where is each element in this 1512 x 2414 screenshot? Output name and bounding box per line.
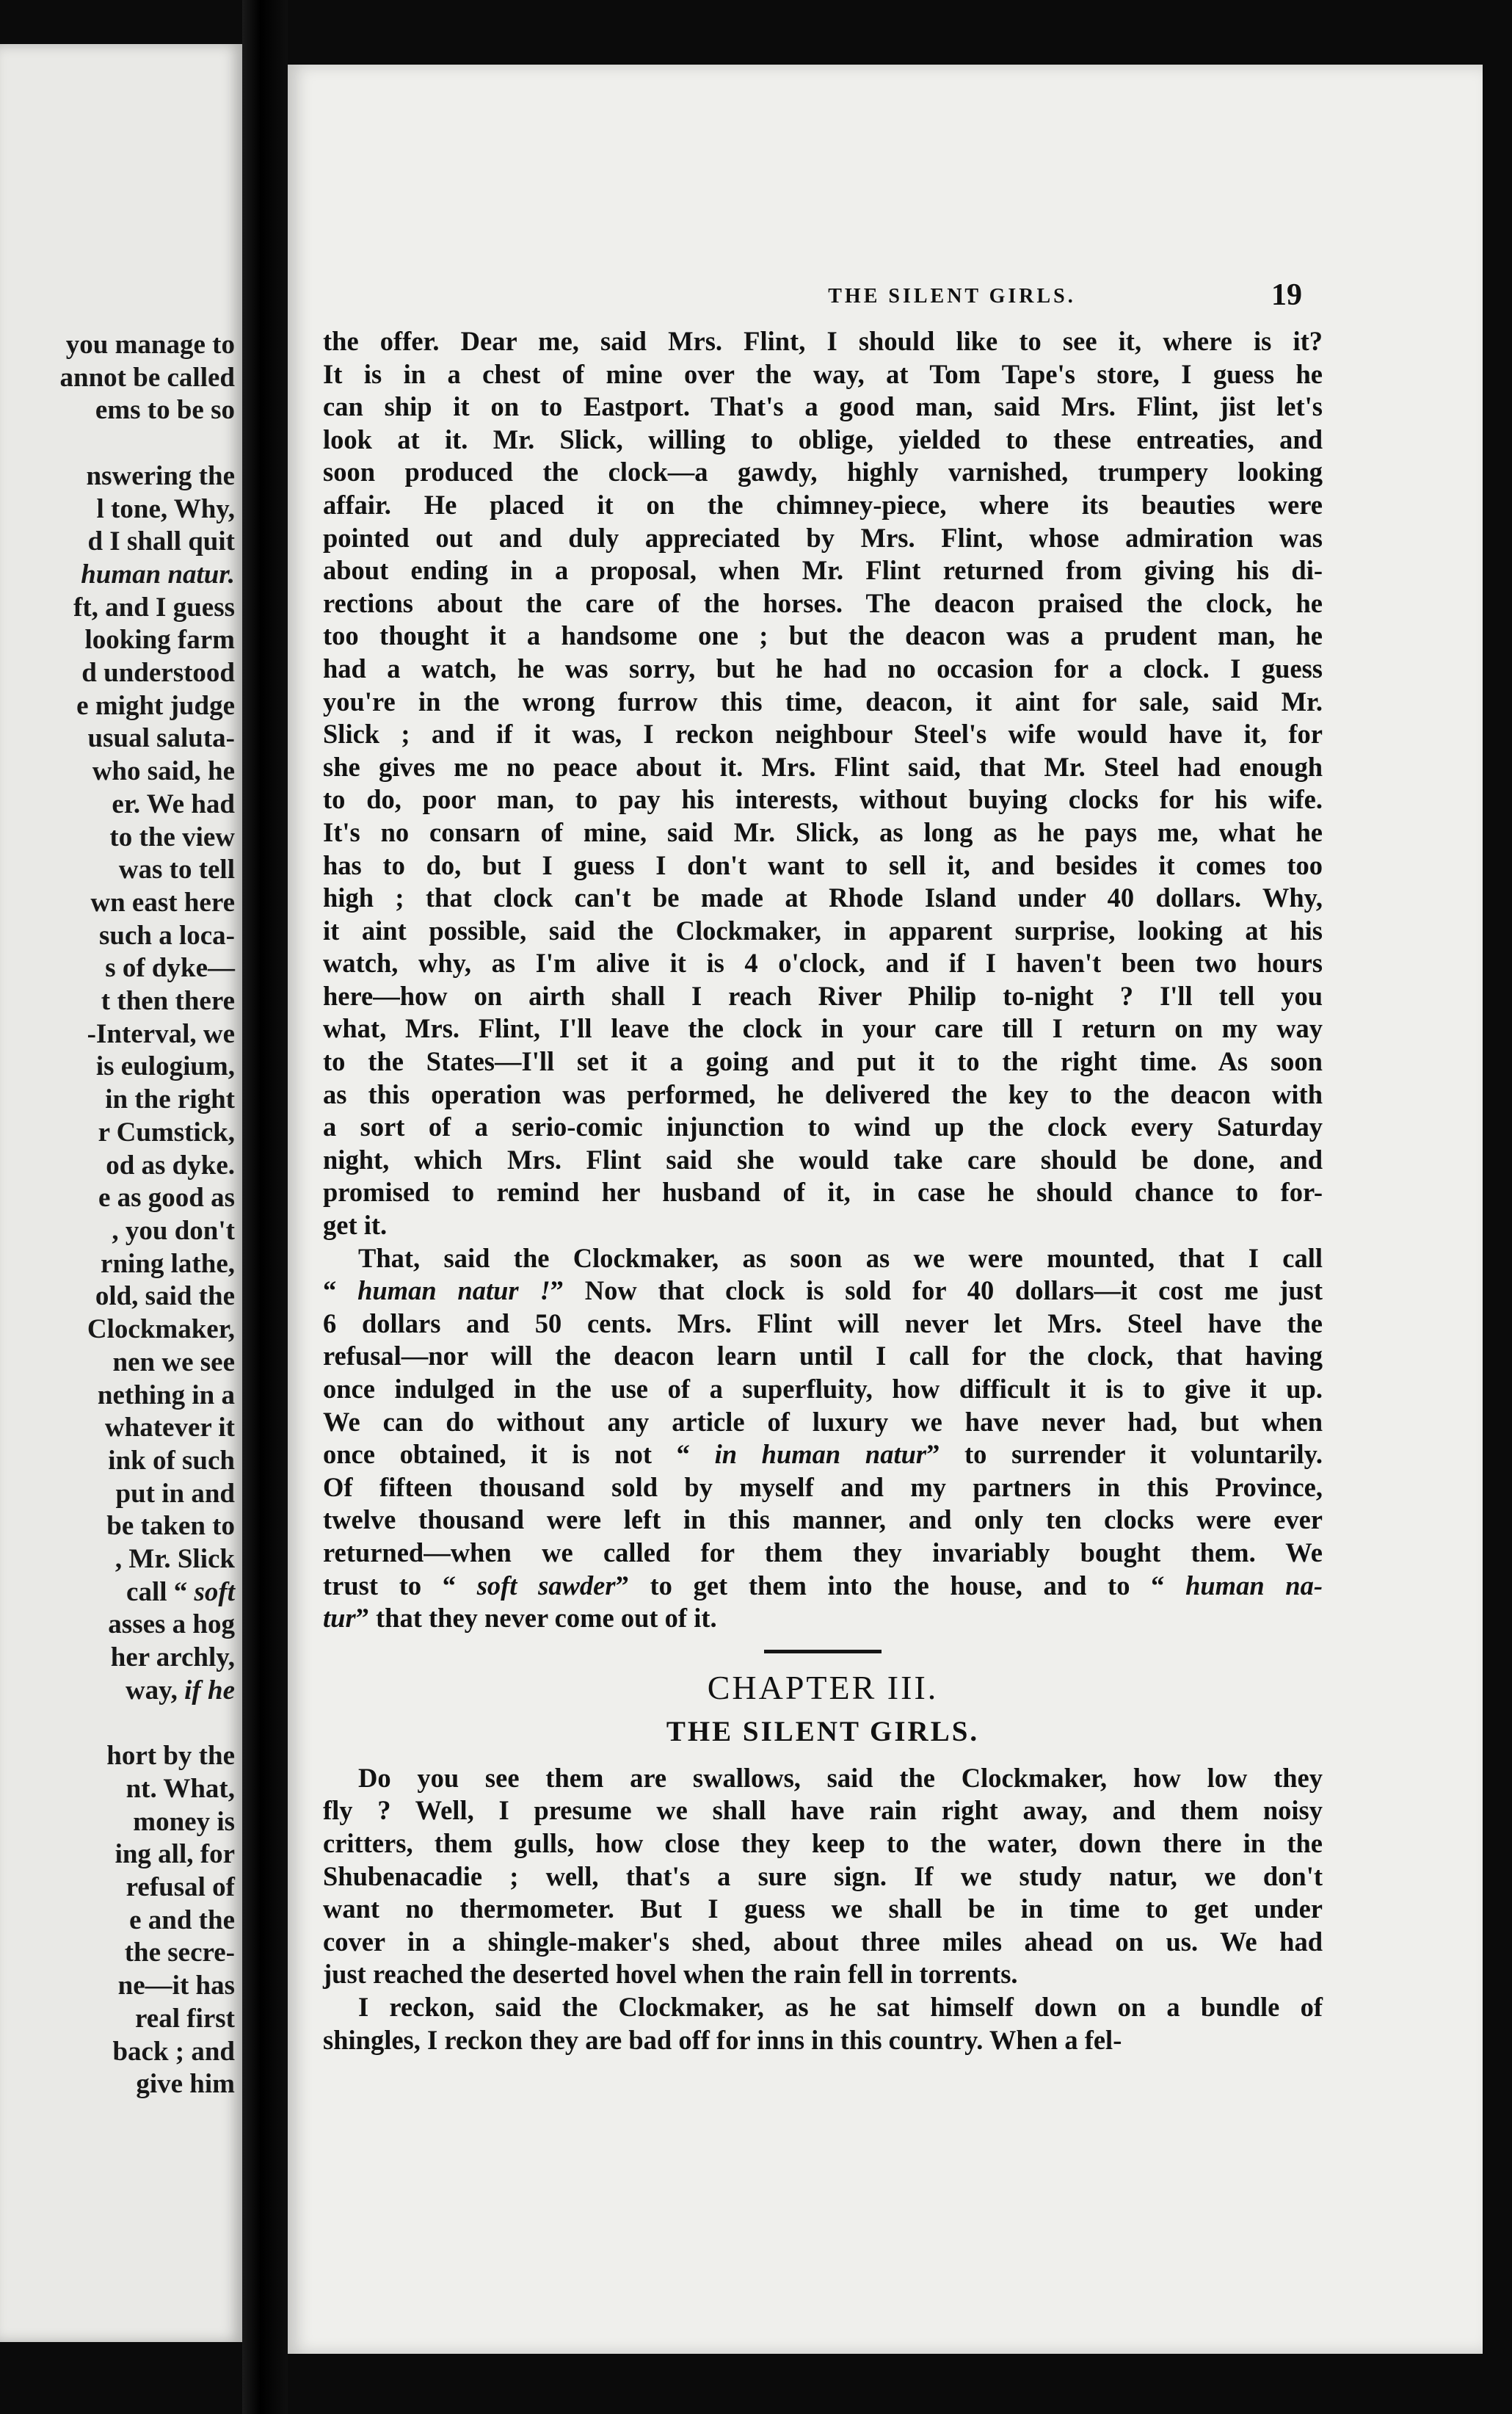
- previous-page-line: you manage to: [65, 330, 235, 360]
- text-line: Slick ; and if it was, I reckon neighbour Steel's wife would have it, for: [323, 719, 1323, 750]
- text-line: shingles, I reckon they are bad off for inns in this country. When a fel-: [323, 2024, 1122, 2055]
- text-line: soon produced the clock—a gawdy, highly varnished, trumpery looking: [323, 457, 1323, 487]
- text-line: We can do without any article of luxury we have never had, but when: [323, 1406, 1323, 1437]
- text-line: affair. He placed it on the chimney-piece, where its beauties were: [323, 489, 1323, 520]
- text-line: to the States—I'll set it a going and put it to the right time. As soon: [323, 1046, 1323, 1077]
- text-line: Do you see them are swallows, said the Clockmaker, how low they: [358, 1762, 1323, 1793]
- text-line: promised to remind her husband of it, in case he should chance to for-: [323, 1177, 1323, 1208]
- text-line: has to do, but I guess I don't want to sell it, and besides it comes too: [323, 849, 1323, 880]
- previous-page-line: money is: [133, 1806, 235, 1837]
- text-line: pointed out and duly appreciated by Mrs. Flint, whose admiration was: [323, 522, 1323, 553]
- previous-page-line: back ; and: [112, 2036, 235, 2067]
- chapter-heading: CHAPTER III.: [707, 1668, 939, 1706]
- text-line: just reached the deserted hovel when the rain fell in torrents.: [323, 1959, 1018, 1990]
- page-number: 19: [1271, 278, 1302, 312]
- page-body: [323, 325, 1323, 2056]
- text-line: 6 dollars and 50 cents. Mrs. Flint will never let Mrs. Steel have the: [323, 1308, 1323, 1338]
- book-gutter: [242, 0, 288, 2414]
- text-line: I reckon, said the Clockmaker, as he sat himself down on a bundle of: [358, 1991, 1323, 2022]
- text-line: refusal—nor will the deacon learn until I call for the clock, that having: [323, 1341, 1323, 1371]
- text-line: trust to “ soft sawder” to get them into the house, and to “ human na-: [323, 1570, 1323, 1601]
- text-line: cover in a shingle-maker's shed, about three miles ahead on us. We had: [323, 1926, 1323, 1957]
- previous-page-line: to the view: [109, 822, 235, 852]
- text-line: once indulged in the use of a superfluity, how difficult it is to give it up.: [323, 1374, 1323, 1404]
- previous-page-line: Clockmaker,: [87, 1314, 235, 1345]
- previous-page-line: t then there: [101, 986, 235, 1017]
- text-line: as this operation was performed, he delivered the key to the deacon with: [323, 1079, 1323, 1109]
- text-line: you're in the wrong furrow this time, deacon, it aint for sale, said Mr.: [323, 686, 1323, 717]
- previous-page-line: ft, and I guess: [73, 592, 235, 623]
- previous-page-line: call “ soft: [126, 1576, 235, 1607]
- previous-page-line: whatever it: [104, 1413, 235, 1443]
- previous-page-line: way, if he: [125, 1675, 235, 1706]
- previous-page-line: hort by the: [106, 1741, 235, 1772]
- text-line: returned—when we called for them they invariably bought them. We: [323, 1537, 1323, 1567]
- text-line: here—how on airth shall I reach River Philip to-night ? I'll tell you: [323, 980, 1323, 1011]
- text-line: twelve thousand were left in this manner, and only ten clocks were ever: [323, 1504, 1323, 1535]
- text-line: Shubenacadie ; well, that's a sure sign. If we study natur, we don't: [323, 1860, 1323, 1891]
- previous-page-fragment: [0, 44, 242, 2342]
- previous-page-line: r Cumstick,: [98, 1117, 235, 1148]
- previous-page-line: e as good as: [98, 1183, 235, 1214]
- previous-page-line: ing all, for: [115, 1839, 235, 1870]
- previous-page-line: wn east here: [90, 887, 235, 918]
- previous-page-line: old, said the: [95, 1281, 235, 1312]
- previous-page-line: asses a hog: [108, 1609, 235, 1640]
- chapter-title: THE SILENT GIRLS.: [666, 1715, 980, 1747]
- text-line: night, which Mrs. Flint said she would take care should be done, and: [323, 1144, 1323, 1175]
- text-line: about ending in a proposal, when Mr. Flint returned from giving his di-: [323, 555, 1323, 586]
- previous-page-line: nething in a: [97, 1380, 235, 1410]
- previous-page-line: [0, 1708, 235, 1741]
- text-line: It's no consarn of mine, said Mr. Slick, as long as he pays me, what he: [323, 816, 1323, 847]
- previous-page-line: ems to be so: [95, 395, 235, 426]
- previous-page-line: is eulogium,: [95, 1051, 235, 1082]
- text-line: high ; that clock can't be made at Rhode Island under 40 dollars. Why,: [323, 882, 1323, 913]
- previous-page-line: her archly,: [110, 1642, 235, 1673]
- previous-page-line: e and the: [129, 1904, 235, 1935]
- running-head: THE SILENT GIRLS.: [828, 285, 1076, 308]
- text-line: get it.: [323, 1210, 388, 1241]
- text-line: That, said the Clockmaker, as soon as we were mounted, that I call: [358, 1242, 1323, 1273]
- previous-page-line: d understood: [81, 658, 235, 689]
- previous-page-line: usual saluta-: [87, 723, 235, 754]
- previous-page-line: be taken to: [106, 1511, 235, 1542]
- text-line: once obtained, it is not “ in human natur” to surrender it voluntarily.: [323, 1439, 1323, 1470]
- text-line: can ship it on to Eastport. That's a good man, said Mrs. Flint, jist let's: [323, 391, 1323, 422]
- text-line: rections about the care of the horses. The deacon praised the clock, he: [323, 587, 1323, 618]
- text-line: Of fifteen thousand sold by myself and my partners in this Province,: [323, 1471, 1323, 1502]
- previous-page-line: was to tell: [118, 855, 235, 885]
- previous-page-line: ne—it has: [117, 1971, 235, 2001]
- previous-page-line: real first: [135, 2003, 235, 2034]
- previous-page-line: l tone, Why,: [96, 493, 235, 524]
- previous-page-line: rning lathe,: [101, 1248, 235, 1279]
- previous-page-line: nen we see: [112, 1346, 235, 1377]
- text-line: want no thermometer. But I guess we shall be in time to get under: [323, 1893, 1323, 1924]
- text-line: fly ? Well, I presume we shall have rain right away, and them noisy: [323, 1795, 1323, 1826]
- previous-page-line: human natur.: [81, 559, 235, 590]
- previous-page-line: put in and: [115, 1478, 235, 1509]
- text-line: had a watch, he was sorry, but he had no occasion for a clock. I guess: [323, 653, 1323, 684]
- previous-page-line: annot be called: [59, 362, 235, 393]
- previous-page-line: , Mr. Slick: [115, 1544, 235, 1575]
- text-line: the offer. Dear me, said Mrs. Flint, I should like to see it, where is it?: [323, 326, 1323, 356]
- previous-page-line: od as dyke.: [106, 1150, 235, 1181]
- text-line: watch, why, as I'm alive it is 4 o'clock, and if I haven't been two hours: [323, 948, 1323, 979]
- previous-page-line: in the right: [105, 1084, 235, 1115]
- previous-page-line: ink of such: [108, 1445, 235, 1476]
- previous-page-line: e might judge: [76, 690, 235, 721]
- previous-page-line: refusal of: [126, 1872, 235, 1903]
- text-line: to do, poor man, to pay his interests, without buying clocks for his wife.: [323, 784, 1323, 815]
- previous-page-line: d I shall quit: [87, 526, 235, 557]
- body-text-before-chapter: [323, 325, 1323, 1635]
- text-line: she gives me no peace about it. Mrs. Flint said, that Mr. Steel had enough: [323, 751, 1323, 782]
- text-line: tur” that they never come out of it.: [323, 1603, 717, 1634]
- text-line: it aint possible, said the Clockmaker, in apparent surprise, looking at his: [323, 915, 1323, 946]
- text-line: It is in a chest of mine over the way, at Tom Tape's store, I guess he: [323, 358, 1323, 389]
- previous-page-line: -Interval, we: [87, 1018, 235, 1049]
- text-line: what, Mrs. Flint, I'll leave the clock in your care till I return on my way: [323, 1013, 1323, 1044]
- book-page: [288, 65, 1483, 2354]
- previous-page-line: nswering the: [86, 460, 235, 491]
- text-line: “ human natur !” Now that clock is sold for 40 dollars—it cost me just: [323, 1275, 1323, 1306]
- previous-page-line: who said, he: [92, 756, 235, 787]
- text-line: a sort of a serio-comic injunction to wind up the clock every Saturday: [323, 1112, 1323, 1142]
- previous-page-line: nt. What,: [126, 1773, 235, 1804]
- text-line: look at it. Mr. Slick, willing to oblige, yielded to these entreaties, and: [323, 424, 1323, 454]
- previous-page-line: such a loca-: [99, 920, 235, 951]
- section-rule: [764, 1650, 882, 1653]
- previous-page-line: , you don't: [112, 1215, 235, 1246]
- previous-page-line: s of dyke—: [105, 953, 235, 984]
- previous-page-line: er. We had: [112, 789, 235, 819]
- body-text-after-chapter: [323, 1762, 1323, 2056]
- previous-page-line: give him: [136, 2069, 235, 2100]
- previous-page-text: [0, 329, 235, 2101]
- text-line: critters, them gulls, how close they keep to the water, down there in the: [323, 1827, 1323, 1858]
- previous-page-line: [0, 427, 235, 460]
- previous-page-line: looking farm: [84, 625, 235, 656]
- text-line: too thought it a handsome one ; but the deacon was a prudent man, he: [323, 620, 1323, 651]
- previous-page-line: the secre-: [124, 1938, 235, 1968]
